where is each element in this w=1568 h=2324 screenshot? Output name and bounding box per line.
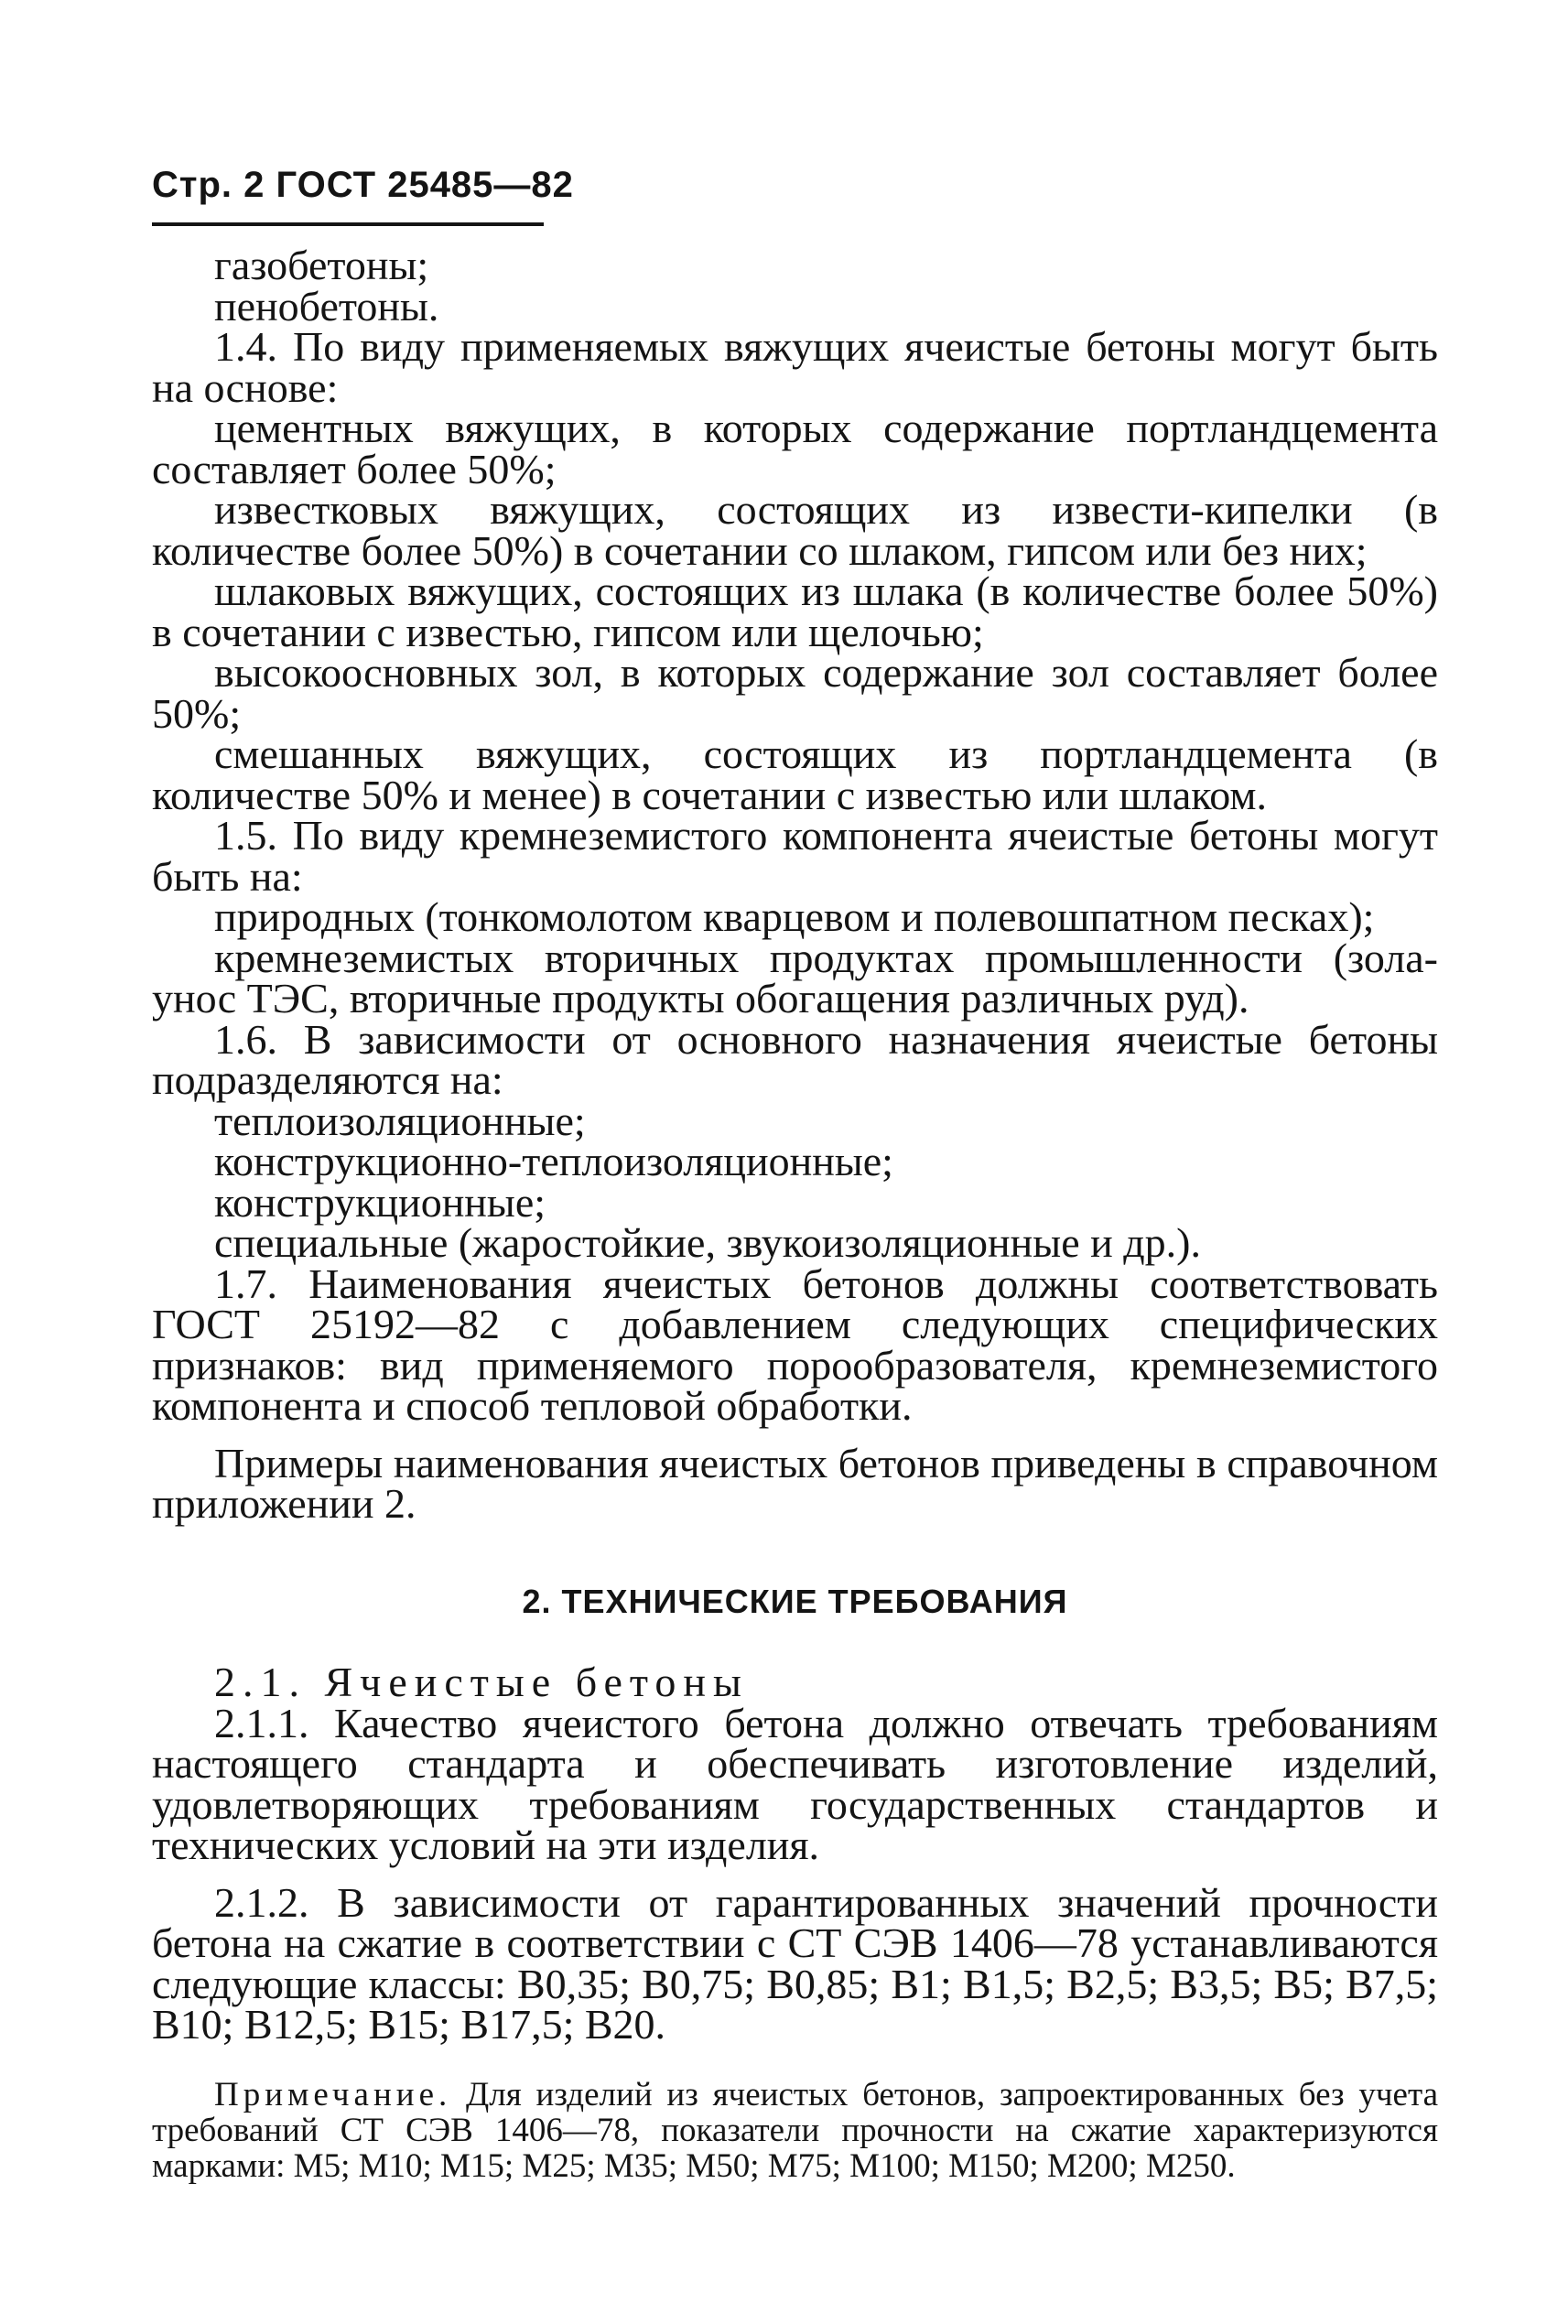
paragraph: конструкционно-теплоизоляционные;	[214, 1138, 893, 1184]
paragraph: высокоосновных зол, в которых содержание зол составляет более 50%;	[152, 649, 1438, 737]
paragraph: природных (тонкомолотом кварцевом и полевошпатном песках);	[214, 893, 1375, 940]
clause-1-4: 1.4. По виду применяемых вяжущих ячеистые бетоны могут быть на основе:	[152, 323, 1438, 411]
paragraph: цементных вяжущих, в которых содержание портландцемента составляет более 50%;	[152, 405, 1438, 492]
header-rule	[152, 222, 544, 226]
clause-1-7: 1.7. Наименования ячеистых бетонов должны соответствовать ГОСТ 25192—82 с добавлением следующих специфических признаков: вид применяемого порообразователя, кремнеземистого компонента и способ тепловой обработки.	[152, 1259, 1438, 1429]
note-text: Для изделий из ячеистых бетонов, запроектированных без учета требований СТ СЭВ 1406—78, показатели прочности на сжатие характеризуются марками: М5; М10; М15; М25; М35; М50; М75; М100; М150; М200; М250.	[152, 2075, 1438, 2185]
paragraph: известковых вяжущих, состоящих из извести-кипелки (в количестве более 50%) в сочетании со шлаком, гипсом или без них;	[152, 486, 1438, 574]
note-label: Примечание.	[214, 2075, 452, 2113]
paragraph: кремнеземистых вторичных продуктах промышленности (зола-унос ТЭС, вторичные продукты обогащения различных руд).	[152, 934, 1438, 1021]
paragraph: специальные (жаростойкие, звукоизоляционные и др.).	[214, 1219, 1201, 1266]
paragraph: смешанных вяжущих, состоящих из портландцемента (в количестве 50% и менее) в сочетании с известью или шлаком.	[152, 730, 1438, 818]
paragraph: пенобетоны.	[214, 282, 439, 330]
paragraph: теплоизоляционные;	[214, 1097, 586, 1144]
paragraph: конструкционные;	[214, 1178, 546, 1226]
document-body	[152, 242, 1438, 2218]
subsection-title: 2.1. Ячеистые бетоны	[214, 1659, 749, 1705]
clause-2-1-2: 2.1.2. В зависимости от гарантированных значений прочности бетона на сжатие в соответствии с СТ СЭВ 1406—78 устанавливаются следующие классы: В0,35; В0,75; В0,85; В1; В1,5; В2,5; В3,5; В5; В7,5; В10; В12,5; В15; В17,5; В20.	[152, 1878, 1438, 2048]
note	[152, 2077, 1438, 2184]
paragraph: Примеры наименования ячеистых бетонов приведены в справочном приложении 2.	[152, 1439, 1438, 1527]
clause-1-6: 1.6. В зависимости от основного назначения ячеистые бетоны подразделяются на:	[152, 1015, 1438, 1103]
clause-1-5: 1.5. По виду кремнеземистого компонента ячеистые бетоны могут быть на:	[152, 812, 1438, 900]
clause-2-1-1: 2.1.1. Качество ячеистого бетона должно отвечать требованиям настоящего стандарта и обеспечивать изготовление изделий, удовлетворяющих требованиям государственных стандартов и технических условий на эти изделия.	[152, 1699, 1438, 1868]
section-title: 2. ТЕХНИЧЕСКИЕ ТРЕБОВАНИЯ	[522, 1582, 1068, 1620]
paragraph: шлаковых вяжущих, состоящих из шлака (в количестве более 50%) в сочетании с известью, гипсом или щелочью;	[152, 567, 1438, 655]
page-header: Стр. 2 ГОСТ 25485—82	[152, 165, 574, 205]
paragraph: газобетоны;	[214, 242, 429, 288]
